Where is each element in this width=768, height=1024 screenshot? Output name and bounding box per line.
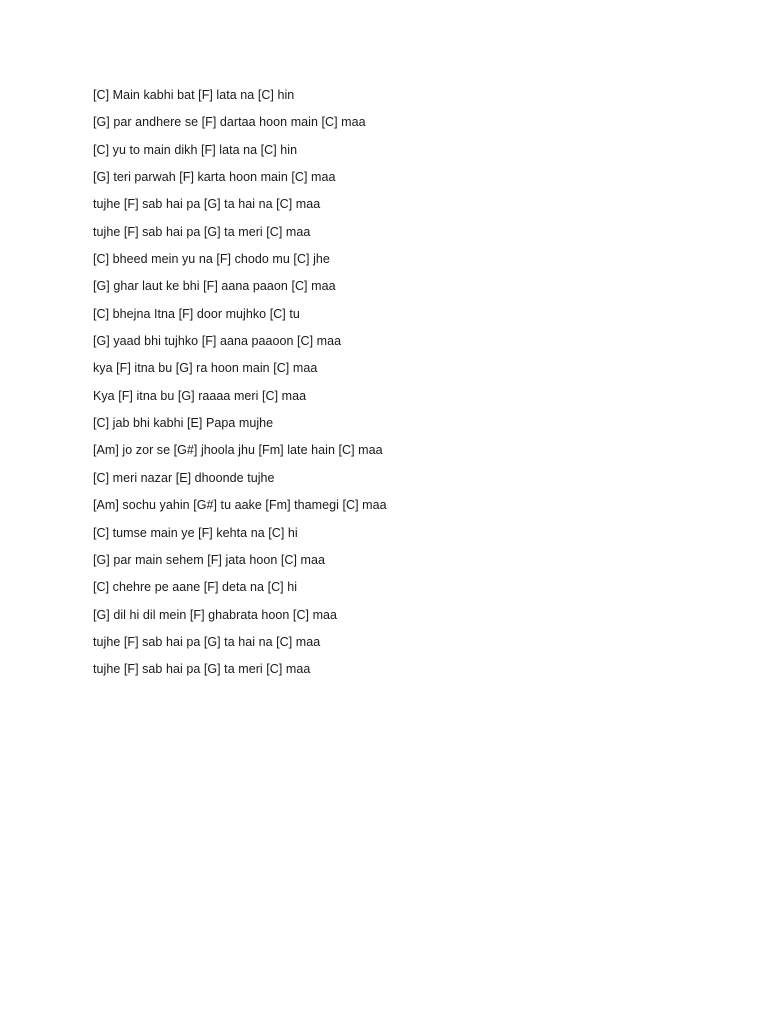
lyric-line: tujhe [F] sab hai pa [G] ta meri [C] maa (93, 662, 311, 677)
lyric-line: [G] ghar laut ke bhi [F] aana paaon [C] maa (93, 279, 336, 294)
lyric-line: [C] tumse main ye [F] kehta na [C] hi (93, 525, 298, 540)
lyric-line: tujhe [F] sab hai pa [G] ta hai na [C] maa (93, 197, 321, 212)
lyric-line: [C] bhejna Itna [F] door mujhko [C] tu (93, 306, 300, 321)
lyric-line: [C] chehre pe aane [F] deta na [C] hi (93, 580, 298, 595)
lyric-line: [C] Main kabhi bat [F] lata na [C] hin (93, 88, 295, 102)
lyric-line: [Am] jo zor se [G#] jhoola jhu [Fm] late hain [C] maa (93, 443, 383, 458)
lyric-line: [G] par andhere se [F] dartaa hoon main [C] maa (93, 115, 366, 130)
lyric-line: [G] teri parwah [F] karta hoon main [C] maa (93, 170, 336, 185)
lyric-line: [Am] sochu yahin [G#] tu aake [Fm] thamegi [C] maa (93, 498, 387, 513)
lyrics-list (93, 87, 387, 689)
lyric-line: [C] meri nazar [E] dhoonde tujhe (93, 470, 275, 485)
lyric-line: [C] yu to main dikh [F] lata na [C] hin (93, 142, 298, 157)
lyric-line: kya [F] itna bu [G] ra hoon main [C] maa (93, 361, 318, 376)
lyric-line: [G] dil hi dil mein [F] ghabrata hoon [C] maa (93, 607, 338, 622)
lyric-line: [G] par main sehem [F] jata hoon [C] maa (93, 552, 325, 567)
lyric-line: [G] yaad bhi tujhko [F] aana paaoon [C] maa (93, 334, 342, 349)
lyric-line: tujhe [F] sab hai pa [G] ta meri [C] maa (93, 224, 311, 239)
lyric-line: Kya [F] itna bu [G] raaaa meri [C] maa (93, 388, 307, 403)
lyric-line: tujhe [F] sab hai pa [G] ta hai na [C] maa (93, 634, 321, 649)
lyric-line: [C] jab bhi kabhi [E] Papa mujhe (93, 416, 274, 431)
lyric-line: [C] bheed mein yu na [F] chodo mu [C] jhe (93, 252, 330, 267)
